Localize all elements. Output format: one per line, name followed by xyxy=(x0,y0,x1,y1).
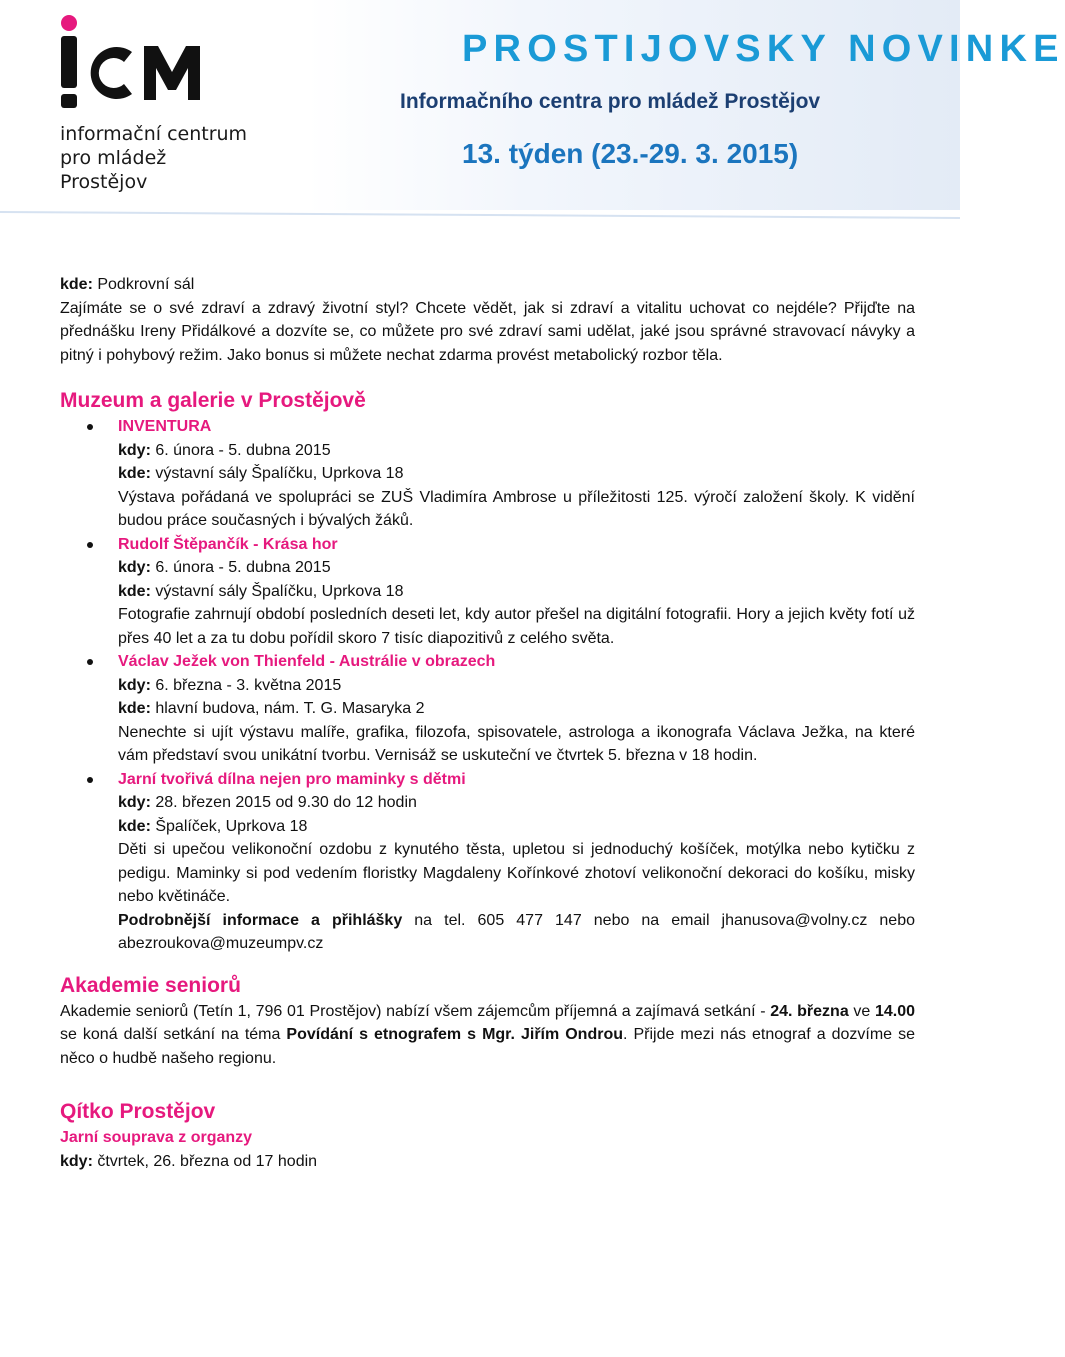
event-location: výstavní sály Špalíčku, Uprkova 18 xyxy=(150,465,404,482)
logo-text-line: Prostějov xyxy=(60,171,148,193)
more-info-text: na tel. 605 477 147 nebo na email jhanusova@volny.cz nebo abezroukova@muzeumpv.cz xyxy=(118,911,915,952)
list-item xyxy=(60,533,915,651)
event-date: čtvrtek, 26. března od 17 hodin xyxy=(92,1152,318,1170)
event-location: hlavní budova, nám. T. G. Masaryka 2 xyxy=(150,700,425,717)
text-run: Akademie seniorů (Tetín 1, 796 01 Prostějov) nabízí všem zájemcům příjemná a zajímavá setkání - xyxy=(60,1002,771,1020)
kde-label: kde: xyxy=(118,465,151,482)
logo-text-line: informační centrum xyxy=(60,123,248,145)
event-location: Špalíček, Uprkova 18 xyxy=(150,817,308,835)
event-date: 28. březen 2015 od 9.30 do 12 hodin xyxy=(150,794,417,811)
bullet-icon xyxy=(87,424,93,430)
kde-label: kde: xyxy=(118,817,151,835)
museum-events-list xyxy=(60,415,915,956)
header xyxy=(0,0,1065,220)
event-date: 6. března - 3. května 2015 xyxy=(150,676,342,694)
list-item xyxy=(60,650,915,768)
icm-logo xyxy=(58,14,258,194)
kdy-label: kdy: xyxy=(118,676,151,694)
intro-text: Zajímáte se o své zdraví a zdravý životní styl? Chcete vědět, jak si zdraví a vitalitu uchovat co nejdéle? Přijďte na přednášku Ireny Přidálkové a dozvíte se, co můžete pro své zdraví sami udělat, jaké jsou správné stravovací návyky a pitný i pohybový režim. Jako bonus si můžete nechat zdarma provést metabolický rozbor těla. xyxy=(60,299,915,364)
event-date: 6. února - 5. dubna 2015 xyxy=(150,559,331,576)
kde-label: kde: xyxy=(118,582,151,600)
time-bold: 14.00 xyxy=(874,1002,916,1020)
topic-bold: Povídání s etnografem s Mgr. Jiřím Ondrou xyxy=(286,1026,623,1043)
week-label: 13. týden (23.-29. 3. 2015) xyxy=(462,138,799,169)
bullet-icon xyxy=(87,777,93,783)
seniors-text xyxy=(60,1000,915,1071)
event-title: INVENTURA xyxy=(118,418,212,435)
list-item xyxy=(60,415,915,533)
newsletter-title: PROSTIJOVSKY NOVINKE xyxy=(462,28,1065,70)
event-description: Nenechte si ujít výstavu malíře, grafika, filozofa, spisovatele, astrologa a ikonografa Václava Ježka, na které vám představí svou unikátní tvorbu. Vernisáž se uskuteční ve čtvrtek 5. března v 18 hodin. xyxy=(118,723,915,764)
event-description: Děti si upečou velikonoční ozdobu z kynutého těsta, upletou si jednoduchý košíček, motýlka nebo kytičku z pedigu. Maminky si pod vedením floristky Magdaleny Kořínkové zhotoví velikonoční dekoraci do košíku, misky nebo květináče. xyxy=(118,841,915,905)
section-heading-museum: Muzeum a galerie v Prostějově xyxy=(60,389,366,412)
kde-value: Podkrovní sál xyxy=(92,276,195,293)
event-contact xyxy=(118,909,915,956)
qitko-event-date xyxy=(60,1150,915,1174)
section-heading-seniors: Akademie seniorů xyxy=(60,973,241,997)
icm-logo-mark-icon xyxy=(58,14,218,114)
newsletter-body xyxy=(60,273,915,1173)
section-heading-qitko: Qítko Prostějov xyxy=(60,1100,216,1123)
event-description: Výstava pořádaná ve spolupráci se ZUŠ Vladimíra Ambrose u příležitosti 125. výročí založení školy. K vidění budou práce současných i bývalých žáků. xyxy=(118,488,915,529)
date-bold: 24. března xyxy=(770,1002,849,1020)
event-title: Rudolf Štěpančík - Krása hor xyxy=(118,535,338,553)
kdy-label: kdy: xyxy=(118,441,151,459)
event-date: 6. února - 5. dubna 2015 xyxy=(150,441,331,459)
kdy-label: kdy: xyxy=(60,1152,93,1170)
text-run: ve xyxy=(848,1002,875,1020)
kdy-label: kdy: xyxy=(118,559,151,576)
bullet-icon xyxy=(87,659,93,665)
qitko-event-title: Jarní souprava z organzy xyxy=(60,1129,253,1146)
text-run: . Přijde mezi nás etnograf a dozvíme se něco o hudbě našeho regionu. xyxy=(60,1026,915,1067)
kde-label: kde: xyxy=(60,276,93,293)
intro-location xyxy=(60,273,915,297)
bullet-icon xyxy=(87,542,93,548)
list-item xyxy=(60,768,915,956)
logo-text-line: pro mládež xyxy=(60,147,167,169)
event-title: Václav Ježek von Thienfeld - Austrálie v obrazech xyxy=(118,653,496,670)
event-title: Jarní tvořivá dílna nejen pro maminky s dětmi xyxy=(118,770,466,788)
kdy-label: kdy: xyxy=(118,794,151,811)
newsletter-subtitle: Informačního centra pro mládež Prostějov xyxy=(400,90,821,113)
more-info-label: Podrobnější informace a přihlášky xyxy=(118,911,403,929)
text-run: se koná další setkání na téma xyxy=(60,1026,287,1043)
kde-label: kde: xyxy=(118,700,151,717)
event-description: Fotografie zahrnují období posledních deseti let, kdy autor přešel na digitální fotografii. Hory a jejich květy fotí už přes 40 let a za tu dobu pořídil skoro 7 tisíc diapozitivů z celého světa. xyxy=(118,606,915,647)
event-location: výstavní sály Špalíčku, Uprkova 18 xyxy=(150,582,404,600)
